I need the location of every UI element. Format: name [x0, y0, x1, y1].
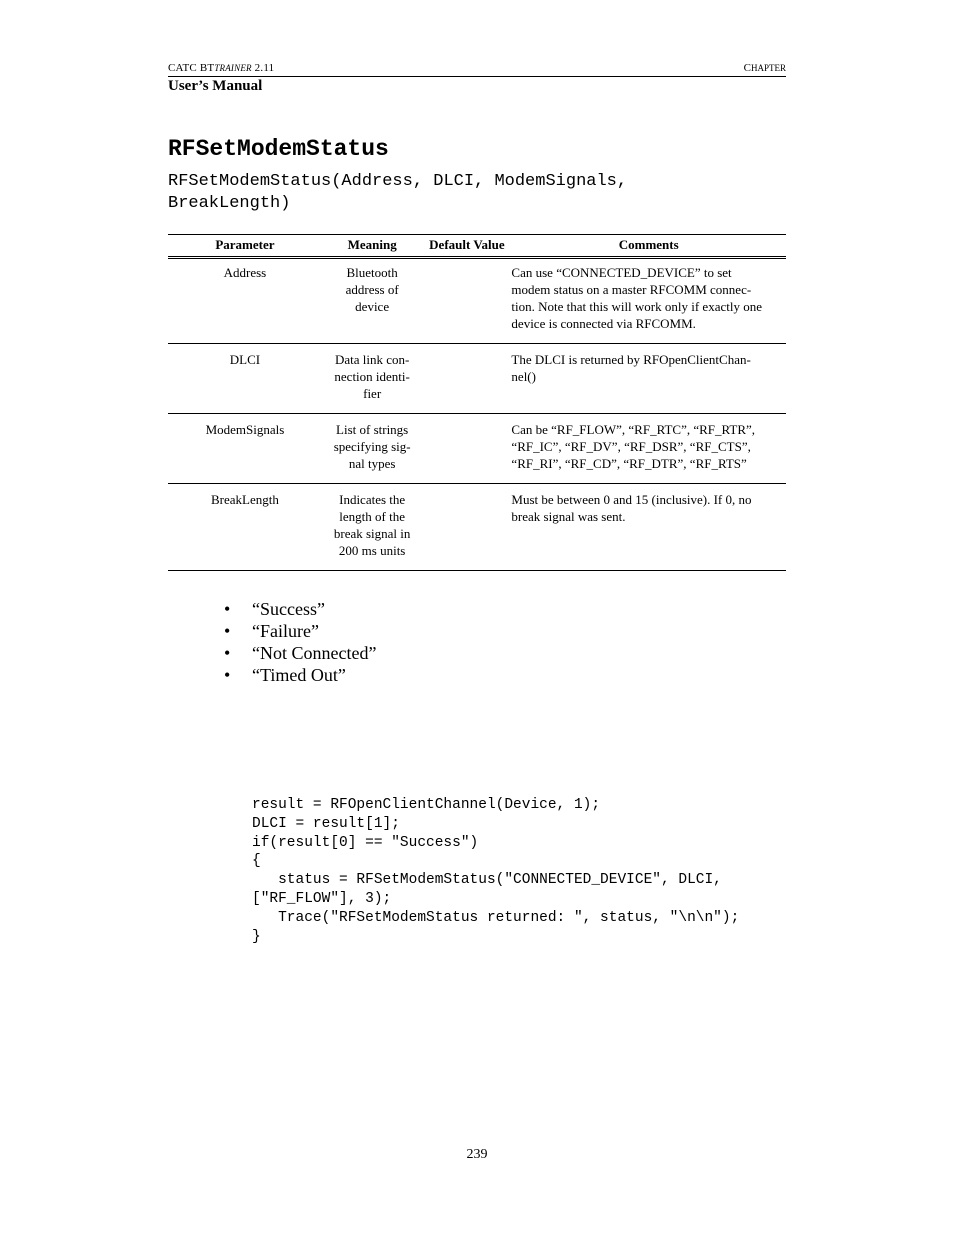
param-meaning: Bluetooth address of device — [322, 258, 423, 344]
param-default — [422, 258, 511, 344]
header-comments: Comments — [511, 235, 786, 258]
parameter-table — [168, 234, 786, 571]
param-comments: Must be between 0 and 15 (inclusive). If 0, no break signal was sent. — [511, 484, 786, 571]
code-line: { — [252, 853, 261, 870]
running-header-subtitle: User’s Manual — [168, 78, 263, 94]
param-name: DLCI — [168, 344, 322, 414]
function-signature: RFSetModemStatus(Address, DLCI, ModemSignals, BreakLength) — [168, 172, 628, 213]
table-row — [168, 344, 786, 414]
product-smallcaps: TRAINER — [214, 63, 252, 73]
param-name: Address — [168, 258, 322, 344]
code-line: Trace("RFSetModemStatus returned: ", status, "\n\n"); — [252, 909, 740, 926]
running-header-product: CATC BTTRAINER 2.11 — [168, 62, 275, 74]
bullet-icon: • — [224, 621, 231, 641]
param-comments: Can be “RF_FLOW”, “RF_RTC”, “RF_RTR”, “RF_IC”, “RF_DV”, “RF_DSR”, “RF_CTS”, “RF_RI”, “RF_CD”, “RF_DTR”, “RF_RTS” — [511, 414, 786, 484]
code-example — [252, 796, 739, 946]
param-meaning: Data link con- nection identi- fier — [322, 344, 423, 414]
param-default — [422, 484, 511, 571]
table-row — [168, 414, 786, 484]
table-row — [168, 484, 786, 571]
param-comments: The DLCI is returned by RFOpenClientChan- nel() — [511, 344, 786, 414]
code-line: status = RFSetModemStatus("CONNECTED_DEVICE", DLCI, — [252, 872, 722, 889]
param-name: BreakLength — [168, 484, 322, 571]
table-row — [168, 258, 786, 344]
bullet-icon: • — [224, 599, 231, 619]
code-line: ["RF_FLOW"], 3); — [252, 890, 392, 907]
param-name: ModemSignals — [168, 414, 322, 484]
list-item: • “Not Connected” — [224, 643, 377, 663]
list-item: • “Failure” — [224, 621, 319, 641]
list-item: • “Timed Out” — [224, 665, 346, 685]
param-meaning: Indicates the length of the break signal in 200 ms units — [322, 484, 423, 571]
param-default — [422, 414, 511, 484]
table-header-row — [168, 235, 786, 258]
section-title: RFSetModemStatus — [168, 136, 389, 162]
param-comments: Can use “CONNECTED_DEVICE” to set modem status on a master RFCOMM connec- tion. Note that this will work only if exactly one device is connected via RFCOMM. — [511, 258, 786, 344]
code-line: DLCI = result[1]; — [252, 815, 400, 832]
header-default-value: Default Value — [422, 235, 511, 258]
header-parameter: Parameter — [168, 235, 322, 258]
param-meaning: List of strings specifying sig- nal types — [322, 414, 423, 484]
code-line: result = RFOpenClientChannel(Device, 1); — [252, 797, 601, 813]
header-meaning: Meaning — [322, 235, 423, 258]
bullet-icon: • — [224, 643, 231, 663]
return-values-list — [224, 598, 376, 686]
page-number: 239 — [466, 1147, 488, 1162]
bullet-icon: • — [224, 665, 231, 685]
header-rule — [168, 76, 786, 77]
code-line: } — [252, 928, 261, 945]
param-default — [422, 344, 511, 414]
code-line: if(result[0] == "Success") — [252, 834, 479, 851]
list-item: • “Success” — [224, 599, 325, 619]
running-header-chapter: CHAPTER — [743, 62, 786, 74]
